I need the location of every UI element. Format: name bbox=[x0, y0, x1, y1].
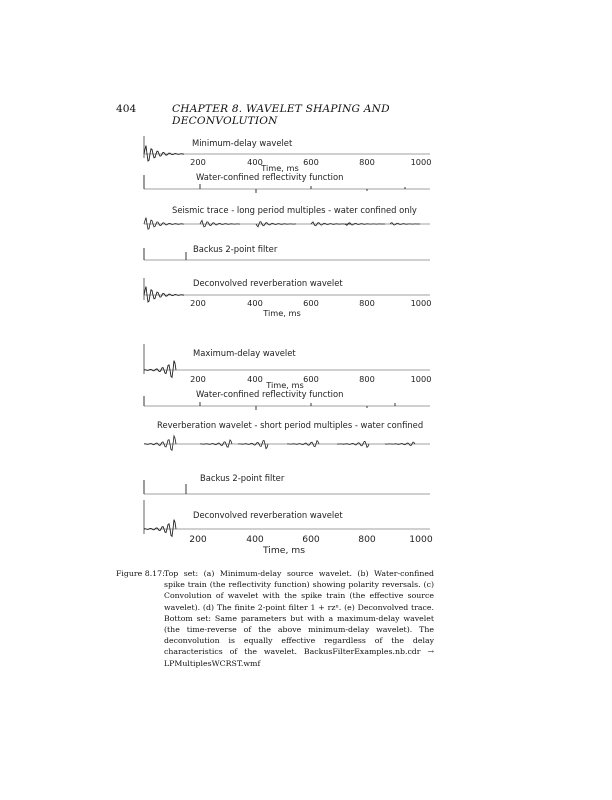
caption-text: Top set: (a) Minimum-delay source wavelet. (b) Water-confined spike train (the reflectivity function) showing polarity reversals. (c) Convolution of wavelet with the spike train (the effective source wavelet). (d) The finite 2-point filter 1 + rzⁿ. (e) Deconvolved trace. Bottom set: Same parameters but with a maximum-delay wavelet (the time-reverse of the above minimum-delay wavelet). The deconvolution is equally effective regardless of the delay characteristics of the wavelet. BackusFilterExamples.nb.cdr → LPMultiplesWCRST.wmf bbox=[164, 569, 434, 668]
bottom-panel-a-title: Maximum-delay wavelet bbox=[193, 348, 296, 358]
tick-label-400: 400 bbox=[247, 374, 263, 384]
top-c-wavelet-5 bbox=[345, 223, 385, 226]
top-panel-c-title: Seismic trace - long period multiples - water confined only bbox=[172, 205, 417, 215]
tick-label-200: 200 bbox=[190, 157, 206, 167]
figure-caption bbox=[116, 568, 434, 669]
tick-label-800: 800 bbox=[359, 157, 375, 167]
bottom-a-axis-label: Time, ms bbox=[266, 380, 304, 390]
figure-axes bbox=[144, 136, 430, 534]
tick-label-1000: 1000 bbox=[410, 298, 432, 308]
bottom-panel-e-title: Deconvolved reverberation wavelet bbox=[193, 510, 343, 520]
tick-label-600: 600 bbox=[303, 298, 319, 308]
bottom-c-wavelet-2 bbox=[200, 440, 232, 447]
bottom-panel-d-title: Backus 2-point filter bbox=[200, 473, 285, 483]
bottom-c-wavelet-3 bbox=[238, 440, 268, 448]
tick-label-600: 600 bbox=[302, 534, 320, 545]
top-e-wavelet bbox=[144, 287, 184, 303]
top-c-wavelet-3 bbox=[256, 222, 296, 227]
top-e-axis-label: Time, ms bbox=[263, 308, 301, 318]
top-c-wavelet-1 bbox=[144, 218, 184, 230]
top-panel-a-title: Minimum-delay wavelet bbox=[192, 138, 293, 148]
top-a-axis-label: Time, ms bbox=[261, 163, 299, 173]
tick-label-800: 800 bbox=[359, 374, 375, 384]
top-a-wavelet bbox=[144, 146, 184, 162]
bottom-e-wavelet bbox=[144, 520, 176, 537]
tick-label-800: 800 bbox=[358, 534, 376, 545]
tick-label-200: 200 bbox=[190, 298, 206, 308]
caption-label: Figure 8.17: bbox=[116, 569, 165, 578]
figure-labels bbox=[157, 138, 433, 556]
tick-label-400: 400 bbox=[247, 157, 263, 167]
bottom-e-axis-label: Time, ms bbox=[262, 545, 306, 556]
top-panel-b-title: Water-confined reflectivity function bbox=[196, 172, 344, 182]
tick-label-400: 400 bbox=[247, 298, 263, 308]
tick-label-1000: 1000 bbox=[410, 374, 432, 384]
top-panel-e-title: Deconvolved reverberation wavelet bbox=[193, 278, 343, 288]
tick-label-600: 600 bbox=[303, 374, 319, 384]
tick-label-600: 600 bbox=[303, 157, 319, 167]
bottom-panel-b-title: Water-confined reflectivity function bbox=[196, 389, 344, 399]
tick-label-200: 200 bbox=[189, 534, 207, 545]
tick-label-800: 800 bbox=[359, 298, 375, 308]
top-panel-d-title: Backus 2-point filter bbox=[193, 244, 278, 254]
tick-label-1000: 1000 bbox=[410, 157, 432, 167]
bottom-c-wavelet-4 bbox=[287, 441, 319, 447]
bottom-a-wavelet bbox=[144, 361, 176, 378]
top-c-wavelet-4 bbox=[311, 222, 351, 226]
page-number: 404 bbox=[116, 103, 137, 115]
bottom-c-wavelet-1 bbox=[144, 436, 176, 450]
top-c-wavelet-2 bbox=[200, 221, 240, 227]
tick-label-200: 200 bbox=[190, 374, 206, 384]
bottom-panel-c-title: Reverberation wavelet - short period multiples - water confined bbox=[157, 420, 424, 430]
tick-label-1000: 1000 bbox=[409, 534, 433, 545]
chapter-title: CHAPTER 8. WAVELET SHAPING AND DECONVOLUTION bbox=[172, 103, 390, 127]
bottom-c-wavelet-5 bbox=[337, 441, 369, 447]
tick-label-400: 400 bbox=[246, 534, 264, 545]
